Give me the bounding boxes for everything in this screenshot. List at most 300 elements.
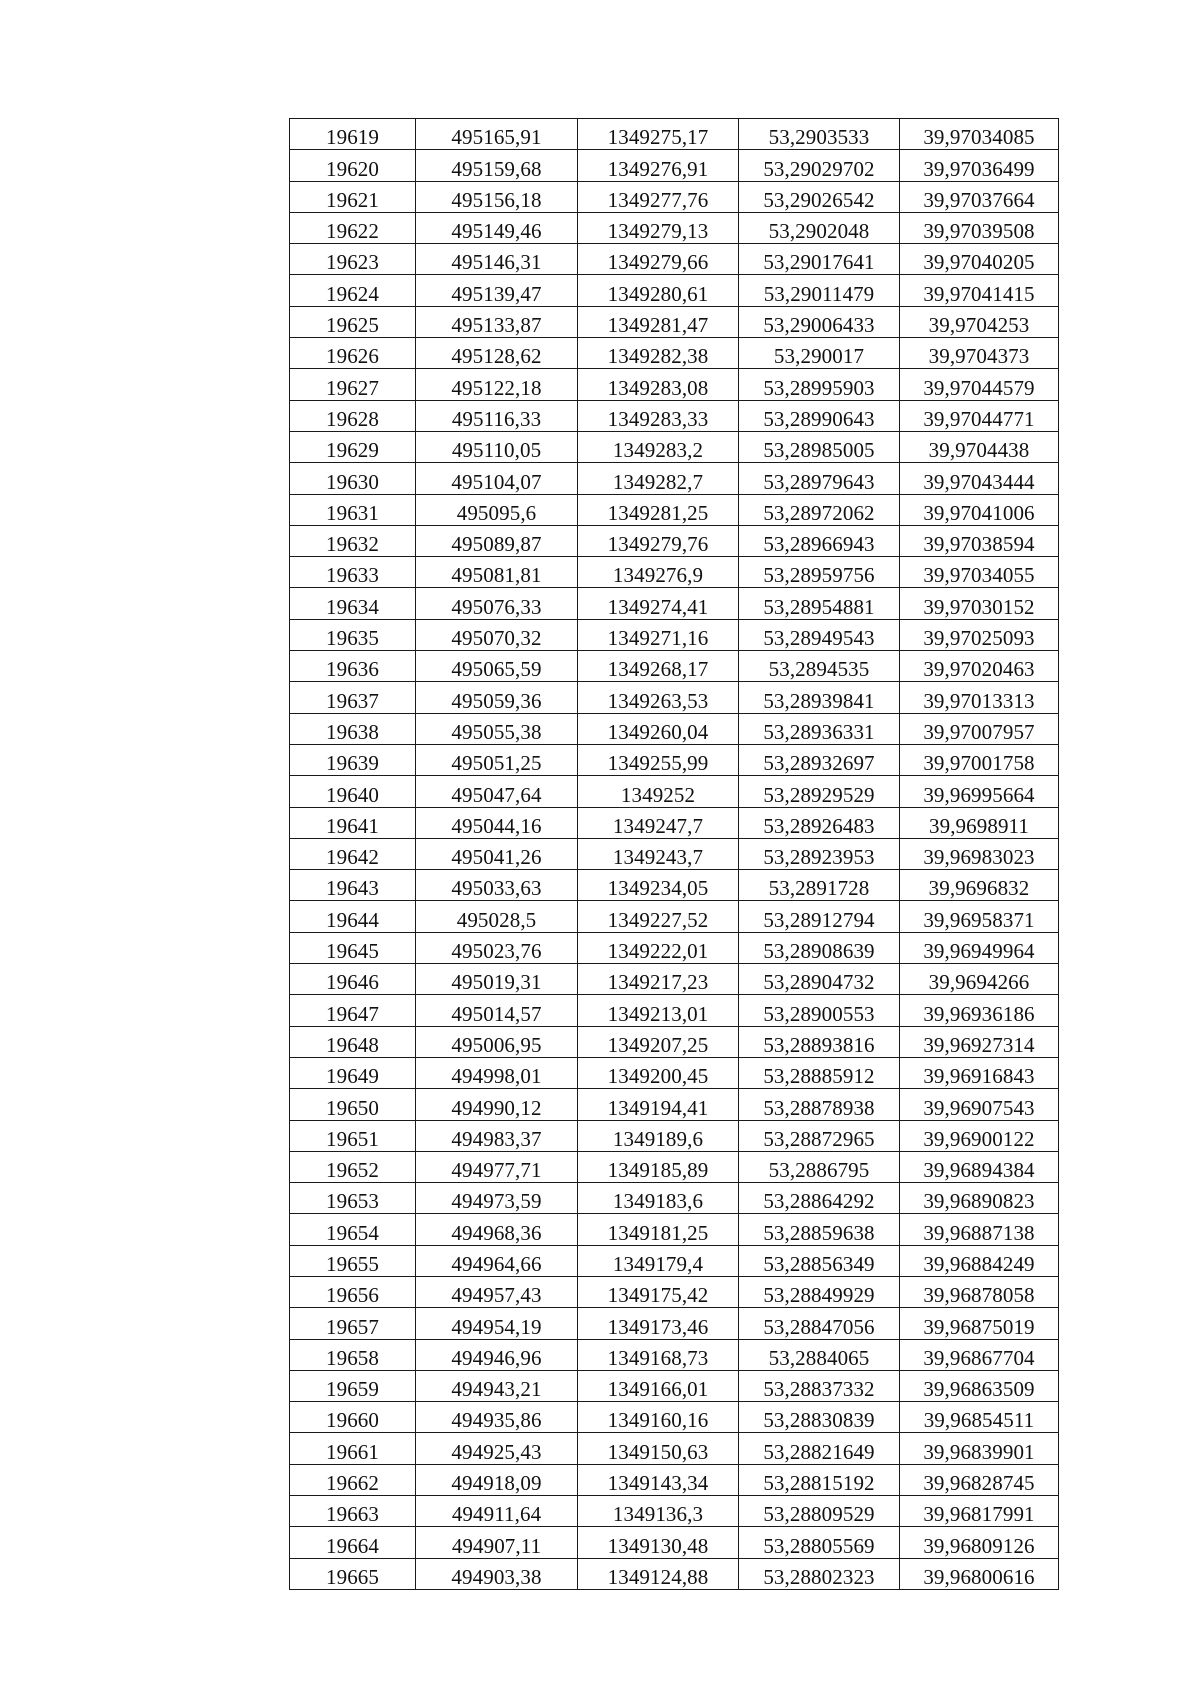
latitude-cell [739, 776, 900, 807]
point-number-cell [290, 1183, 416, 1214]
table-row [290, 1057, 1059, 1088]
cell-value: 495110,05 [451, 438, 542, 463]
longitude-cell [900, 1464, 1059, 1495]
x-coordinate-cell [416, 369, 578, 400]
cell-value: 1349222,01 [607, 939, 709, 964]
point-number-cell [290, 1527, 416, 1558]
latitude-cell [739, 1057, 900, 1088]
longitude-cell [900, 431, 1059, 462]
table-row [290, 1120, 1059, 1151]
point-number-cell [290, 838, 416, 869]
cell-value: 1349255,99 [607, 751, 709, 776]
latitude-cell [739, 275, 900, 306]
latitude-cell [739, 119, 900, 150]
x-coordinate-cell [416, 776, 578, 807]
y-coordinate-cell [578, 1308, 739, 1339]
longitude-cell [900, 964, 1059, 995]
cell-value: 1349189,6 [612, 1126, 704, 1151]
x-coordinate-cell [416, 525, 578, 556]
cell-value: 495159,68 [451, 156, 542, 181]
cell-value: 1349136,3 [612, 1502, 704, 1527]
x-coordinate-cell [416, 870, 578, 901]
cell-value: 19622 [326, 219, 379, 244]
cell-value: 53,28972062 [763, 500, 875, 525]
x-coordinate-cell [416, 1464, 578, 1495]
cell-value: 494968,36 [451, 1220, 542, 1245]
latitude-cell [739, 1496, 900, 1527]
point-number-cell [290, 1214, 416, 1245]
latitude-cell [739, 870, 900, 901]
longitude-cell [900, 838, 1059, 869]
y-coordinate-cell [578, 1120, 739, 1151]
point-number-cell [290, 1026, 416, 1057]
cell-value: 39,96875019 [923, 1314, 1035, 1339]
cell-value: 53,28985005 [763, 438, 875, 463]
cell-value: 39,97043444 [923, 469, 1035, 494]
cell-value: 53,28990643 [763, 406, 875, 431]
longitude-cell [900, 369, 1059, 400]
cell-value: 19664 [326, 1533, 379, 1558]
x-coordinate-cell [416, 1308, 578, 1339]
cell-value: 39,97034085 [923, 125, 1035, 150]
cell-value: 495059,36 [451, 688, 542, 713]
latitude-cell [739, 181, 900, 212]
cell-value: 495081,81 [451, 563, 542, 588]
point-number-cell [290, 181, 416, 212]
point-number-cell [290, 870, 416, 901]
longitude-cell [900, 1370, 1059, 1401]
table-row [290, 901, 1059, 932]
table-row [290, 932, 1059, 963]
latitude-cell [739, 463, 900, 494]
x-coordinate-cell [416, 1433, 578, 1464]
point-number-cell [290, 463, 416, 494]
latitude-cell [739, 651, 900, 682]
latitude-cell [739, 588, 900, 619]
y-coordinate-cell [578, 306, 739, 337]
cell-value: 53,2894535 [768, 657, 870, 682]
table-body [290, 119, 1059, 1590]
cell-value: 19663 [326, 1502, 379, 1527]
table-row [290, 494, 1059, 525]
longitude-cell [900, 901, 1059, 932]
cell-value: 494943,21 [451, 1377, 542, 1402]
cell-value: 39,96900122 [923, 1126, 1035, 1151]
cell-value: 39,96995664 [923, 782, 1035, 807]
point-number-cell [290, 1151, 416, 1182]
y-coordinate-cell [578, 776, 739, 807]
cell-value: 495089,87 [451, 532, 542, 557]
latitude-cell [739, 838, 900, 869]
point-number-cell [290, 1464, 416, 1495]
latitude-cell [739, 1527, 900, 1558]
cell-value: 19639 [326, 751, 379, 776]
cell-value: 19629 [326, 438, 379, 463]
cell-value: 39,97030152 [923, 594, 1035, 619]
cell-value: 39,96884249 [923, 1251, 1035, 1276]
y-coordinate-cell [578, 1183, 739, 1214]
cell-value: 39,97038594 [923, 532, 1035, 557]
point-number-cell [290, 1057, 416, 1088]
table-row [290, 1151, 1059, 1182]
cell-value: 53,2902048 [768, 219, 870, 244]
y-coordinate-cell [578, 369, 739, 400]
y-coordinate-cell [578, 1402, 739, 1433]
table-row [290, 400, 1059, 431]
cell-value: 39,9694266 [928, 970, 1030, 995]
y-coordinate-cell [578, 244, 739, 275]
cell-value: 39,97013313 [923, 688, 1035, 713]
cell-value: 495006,95 [451, 1032, 542, 1057]
longitude-cell [900, 1527, 1059, 1558]
cell-value: 1349217,23 [607, 970, 709, 995]
latitude-cell [739, 244, 900, 275]
y-coordinate-cell [578, 557, 739, 588]
cell-value: 1349279,76 [607, 532, 709, 557]
table-row [290, 463, 1059, 494]
y-coordinate-cell [578, 964, 739, 995]
table-row [290, 119, 1059, 150]
longitude-cell [900, 1245, 1059, 1276]
cell-value: 1349252 [620, 782, 696, 807]
longitude-cell [900, 995, 1059, 1026]
cell-value: 53,28929529 [763, 782, 875, 807]
table-row [290, 1276, 1059, 1307]
cell-value: 19651 [326, 1126, 379, 1151]
cell-value: 19665 [326, 1564, 379, 1589]
cell-value: 495023,76 [451, 939, 542, 964]
table-row [290, 682, 1059, 713]
cell-value: 19641 [326, 813, 379, 838]
longitude-cell [900, 807, 1059, 838]
y-coordinate-cell [578, 338, 739, 369]
cell-value: 1349124,88 [607, 1564, 709, 1589]
cell-value: 39,96958371 [923, 907, 1035, 932]
cell-value: 495055,38 [451, 719, 542, 744]
table-row [290, 1402, 1059, 1433]
cell-value: 1349282,38 [607, 344, 709, 369]
point-number-cell [290, 431, 416, 462]
cell-value: 19658 [326, 1345, 379, 1370]
latitude-cell [739, 964, 900, 995]
y-coordinate-cell [578, 901, 739, 932]
point-number-cell [290, 1089, 416, 1120]
cell-value: 19642 [326, 845, 379, 870]
cell-value: 495156,18 [451, 187, 542, 212]
table-row [290, 1558, 1059, 1589]
latitude-cell [739, 1464, 900, 1495]
longitude-cell [900, 1183, 1059, 1214]
cell-value: 495146,31 [451, 250, 542, 275]
table-row [290, 306, 1059, 337]
point-number-cell [290, 1370, 416, 1401]
x-coordinate-cell [416, 212, 578, 243]
cell-value: 39,97044771 [923, 406, 1035, 431]
cell-value: 1349279,13 [607, 219, 709, 244]
cell-value: 19657 [326, 1314, 379, 1339]
cell-value: 53,28995903 [763, 375, 875, 400]
table-row [290, 870, 1059, 901]
latitude-cell [739, 1183, 900, 1214]
y-coordinate-cell [578, 150, 739, 181]
y-coordinate-cell [578, 1057, 739, 1088]
cell-value: 1349276,91 [607, 156, 709, 181]
x-coordinate-cell [416, 932, 578, 963]
x-coordinate-cell [416, 1151, 578, 1182]
y-coordinate-cell [578, 1245, 739, 1276]
cell-value: 19619 [326, 125, 379, 150]
table-row [290, 838, 1059, 869]
longitude-cell [900, 244, 1059, 275]
y-coordinate-cell [578, 1151, 739, 1182]
cell-value: 53,28932697 [763, 751, 875, 776]
table-row [290, 964, 1059, 995]
y-coordinate-cell [578, 682, 739, 713]
x-coordinate-cell [416, 1339, 578, 1370]
cell-value: 19660 [326, 1408, 379, 1433]
cell-value: 19645 [326, 939, 379, 964]
point-number-cell [290, 119, 416, 150]
longitude-cell [900, 1308, 1059, 1339]
cell-value: 53,29011479 [763, 281, 875, 306]
longitude-cell [900, 212, 1059, 243]
latitude-cell [739, 1433, 900, 1464]
point-number-cell [290, 557, 416, 588]
longitude-cell [900, 744, 1059, 775]
latitude-cell [739, 744, 900, 775]
table-row [290, 150, 1059, 181]
cell-value: 1349173,46 [607, 1314, 709, 1339]
cell-value: 19636 [326, 657, 379, 682]
table-row [290, 1433, 1059, 1464]
cell-value: 495122,18 [451, 375, 542, 400]
table-row [290, 1370, 1059, 1401]
longitude-cell [900, 119, 1059, 150]
cell-value: 495139,47 [451, 281, 542, 306]
cell-value: 53,28885912 [763, 1064, 875, 1089]
cell-value: 495149,46 [451, 219, 542, 244]
x-coordinate-cell [416, 1057, 578, 1088]
y-coordinate-cell [578, 838, 739, 869]
x-coordinate-cell [416, 150, 578, 181]
cell-value: 19661 [326, 1439, 379, 1464]
cell-value: 19646 [326, 970, 379, 995]
cell-value: 1349283,2 [612, 438, 704, 463]
x-coordinate-cell [416, 1120, 578, 1151]
y-coordinate-cell [578, 1214, 739, 1245]
cell-value: 39,96894384 [923, 1158, 1035, 1183]
latitude-cell [739, 932, 900, 963]
cell-value: 39,96828745 [923, 1471, 1035, 1496]
y-coordinate-cell [578, 995, 739, 1026]
x-coordinate-cell [416, 463, 578, 494]
latitude-cell [739, 306, 900, 337]
cell-value: 19640 [326, 782, 379, 807]
cell-value: 495070,32 [451, 626, 542, 651]
cell-value: 19653 [326, 1189, 379, 1214]
cell-value: 495033,63 [451, 876, 542, 901]
longitude-cell [900, 588, 1059, 619]
cell-value: 19647 [326, 1001, 379, 1026]
point-number-cell [290, 807, 416, 838]
y-coordinate-cell [578, 1339, 739, 1370]
cell-value: 495076,33 [451, 594, 542, 619]
table-row [290, 338, 1059, 369]
table-row [290, 369, 1059, 400]
cell-value: 19621 [326, 187, 379, 212]
cell-value: 19632 [326, 532, 379, 557]
cell-value: 19635 [326, 626, 379, 651]
longitude-cell [900, 275, 1059, 306]
y-coordinate-cell [578, 431, 739, 462]
cell-value: 39,97036499 [923, 156, 1035, 181]
latitude-cell [739, 619, 900, 650]
cell-value: 19656 [326, 1283, 379, 1308]
latitude-cell [739, 1276, 900, 1307]
coordinate-table [289, 118, 1059, 1590]
longitude-cell [900, 1276, 1059, 1307]
table-row [290, 1089, 1059, 1120]
x-coordinate-cell [416, 744, 578, 775]
cell-value: 39,97037664 [923, 187, 1035, 212]
y-coordinate-cell [578, 713, 739, 744]
cell-value: 1349279,66 [607, 250, 709, 275]
x-coordinate-cell [416, 964, 578, 995]
cell-value: 1349168,73 [607, 1345, 709, 1370]
cell-value: 19623 [326, 250, 379, 275]
longitude-cell [900, 1558, 1059, 1589]
latitude-cell [739, 901, 900, 932]
cell-value: 53,28878938 [763, 1095, 875, 1120]
y-coordinate-cell [578, 870, 739, 901]
cell-value: 39,96863509 [923, 1377, 1035, 1402]
cell-value: 495044,16 [451, 813, 542, 838]
cell-value: 39,96854511 [923, 1408, 1035, 1433]
latitude-cell [739, 1402, 900, 1433]
point-number-cell [290, 619, 416, 650]
point-number-cell [290, 713, 416, 744]
table-row [290, 431, 1059, 462]
cell-value: 39,96983023 [923, 845, 1035, 870]
x-coordinate-cell [416, 1558, 578, 1589]
longitude-cell [900, 1151, 1059, 1182]
x-coordinate-cell [416, 1496, 578, 1527]
cell-value: 53,28802323 [763, 1564, 875, 1589]
point-number-cell [290, 1402, 416, 1433]
x-coordinate-cell [416, 588, 578, 619]
x-coordinate-cell [416, 1276, 578, 1307]
longitude-cell [900, 1339, 1059, 1370]
cell-value: 1349260,04 [607, 719, 709, 744]
longitude-cell [900, 682, 1059, 713]
cell-value: 53,28815192 [763, 1471, 875, 1496]
cell-value: 53,29029702 [763, 156, 875, 181]
cell-value: 1349243,7 [612, 845, 704, 870]
longitude-cell [900, 1433, 1059, 1464]
y-coordinate-cell [578, 119, 739, 150]
point-number-cell [290, 588, 416, 619]
cell-value: 39,96809126 [923, 1533, 1035, 1558]
x-coordinate-cell [416, 557, 578, 588]
cell-value: 19626 [326, 344, 379, 369]
cell-value: 53,29017641 [763, 250, 875, 275]
point-number-cell [290, 995, 416, 1026]
cell-value: 1349213,01 [607, 1001, 709, 1026]
cell-value: 39,96800616 [923, 1564, 1035, 1589]
table-row [290, 776, 1059, 807]
cell-value: 494903,38 [451, 1564, 542, 1589]
longitude-cell [900, 1402, 1059, 1433]
latitude-cell [739, 1120, 900, 1151]
x-coordinate-cell [416, 494, 578, 525]
longitude-cell [900, 776, 1059, 807]
cell-value: 495133,87 [451, 313, 542, 338]
latitude-cell [739, 1245, 900, 1276]
cell-value: 494957,43 [451, 1283, 542, 1308]
longitude-cell [900, 525, 1059, 556]
x-coordinate-cell [416, 713, 578, 744]
longitude-cell [900, 870, 1059, 901]
table-row [290, 995, 1059, 1026]
longitude-cell [900, 619, 1059, 650]
cell-value: 39,97044579 [923, 375, 1035, 400]
cell-value: 53,28936331 [763, 719, 875, 744]
point-number-cell [290, 776, 416, 807]
table-row [290, 244, 1059, 275]
cell-value: 494911,64 [451, 1502, 542, 1527]
cell-value: 53,2891728 [768, 876, 870, 901]
x-coordinate-cell [416, 275, 578, 306]
cell-value: 19634 [326, 594, 379, 619]
longitude-cell [900, 1120, 1059, 1151]
cell-value: 494973,59 [451, 1189, 542, 1214]
cell-value: 53,28966943 [763, 532, 875, 557]
cell-value: 19637 [326, 688, 379, 713]
cell-value: 495019,31 [451, 970, 542, 995]
cell-value: 39,9704253 [928, 313, 1030, 338]
y-coordinate-cell [578, 1558, 739, 1589]
cell-value: 53,28923953 [763, 845, 875, 870]
cell-value: 495041,26 [451, 845, 542, 870]
cell-value: 19627 [326, 375, 379, 400]
cell-value: 494935,86 [451, 1408, 542, 1433]
cell-value: 495116,33 [451, 406, 542, 431]
cell-value: 1349194,41 [607, 1095, 709, 1120]
y-coordinate-cell [578, 1370, 739, 1401]
cell-value: 53,28821649 [763, 1439, 875, 1464]
cell-value: 1349207,25 [607, 1032, 709, 1057]
longitude-cell [900, 1496, 1059, 1527]
cell-value: 39,96817991 [923, 1502, 1035, 1527]
cell-value: 53,28912794 [763, 907, 875, 932]
cell-value: 1349130,48 [607, 1533, 709, 1558]
cell-value: 39,96907543 [923, 1095, 1035, 1120]
cell-value: 1349263,53 [607, 688, 709, 713]
table-row [290, 1026, 1059, 1057]
cell-value: 1349271,16 [607, 626, 709, 651]
longitude-cell [900, 1089, 1059, 1120]
cell-value: 494918,09 [451, 1471, 542, 1496]
cell-value: 19638 [326, 719, 379, 744]
x-coordinate-cell [416, 181, 578, 212]
longitude-cell [900, 1057, 1059, 1088]
cell-value: 1349281,47 [607, 313, 709, 338]
cell-value: 53,28949543 [763, 626, 875, 651]
latitude-cell [739, 400, 900, 431]
y-coordinate-cell [578, 932, 739, 963]
cell-value: 53,28926483 [763, 813, 875, 838]
latitude-cell [739, 1370, 900, 1401]
